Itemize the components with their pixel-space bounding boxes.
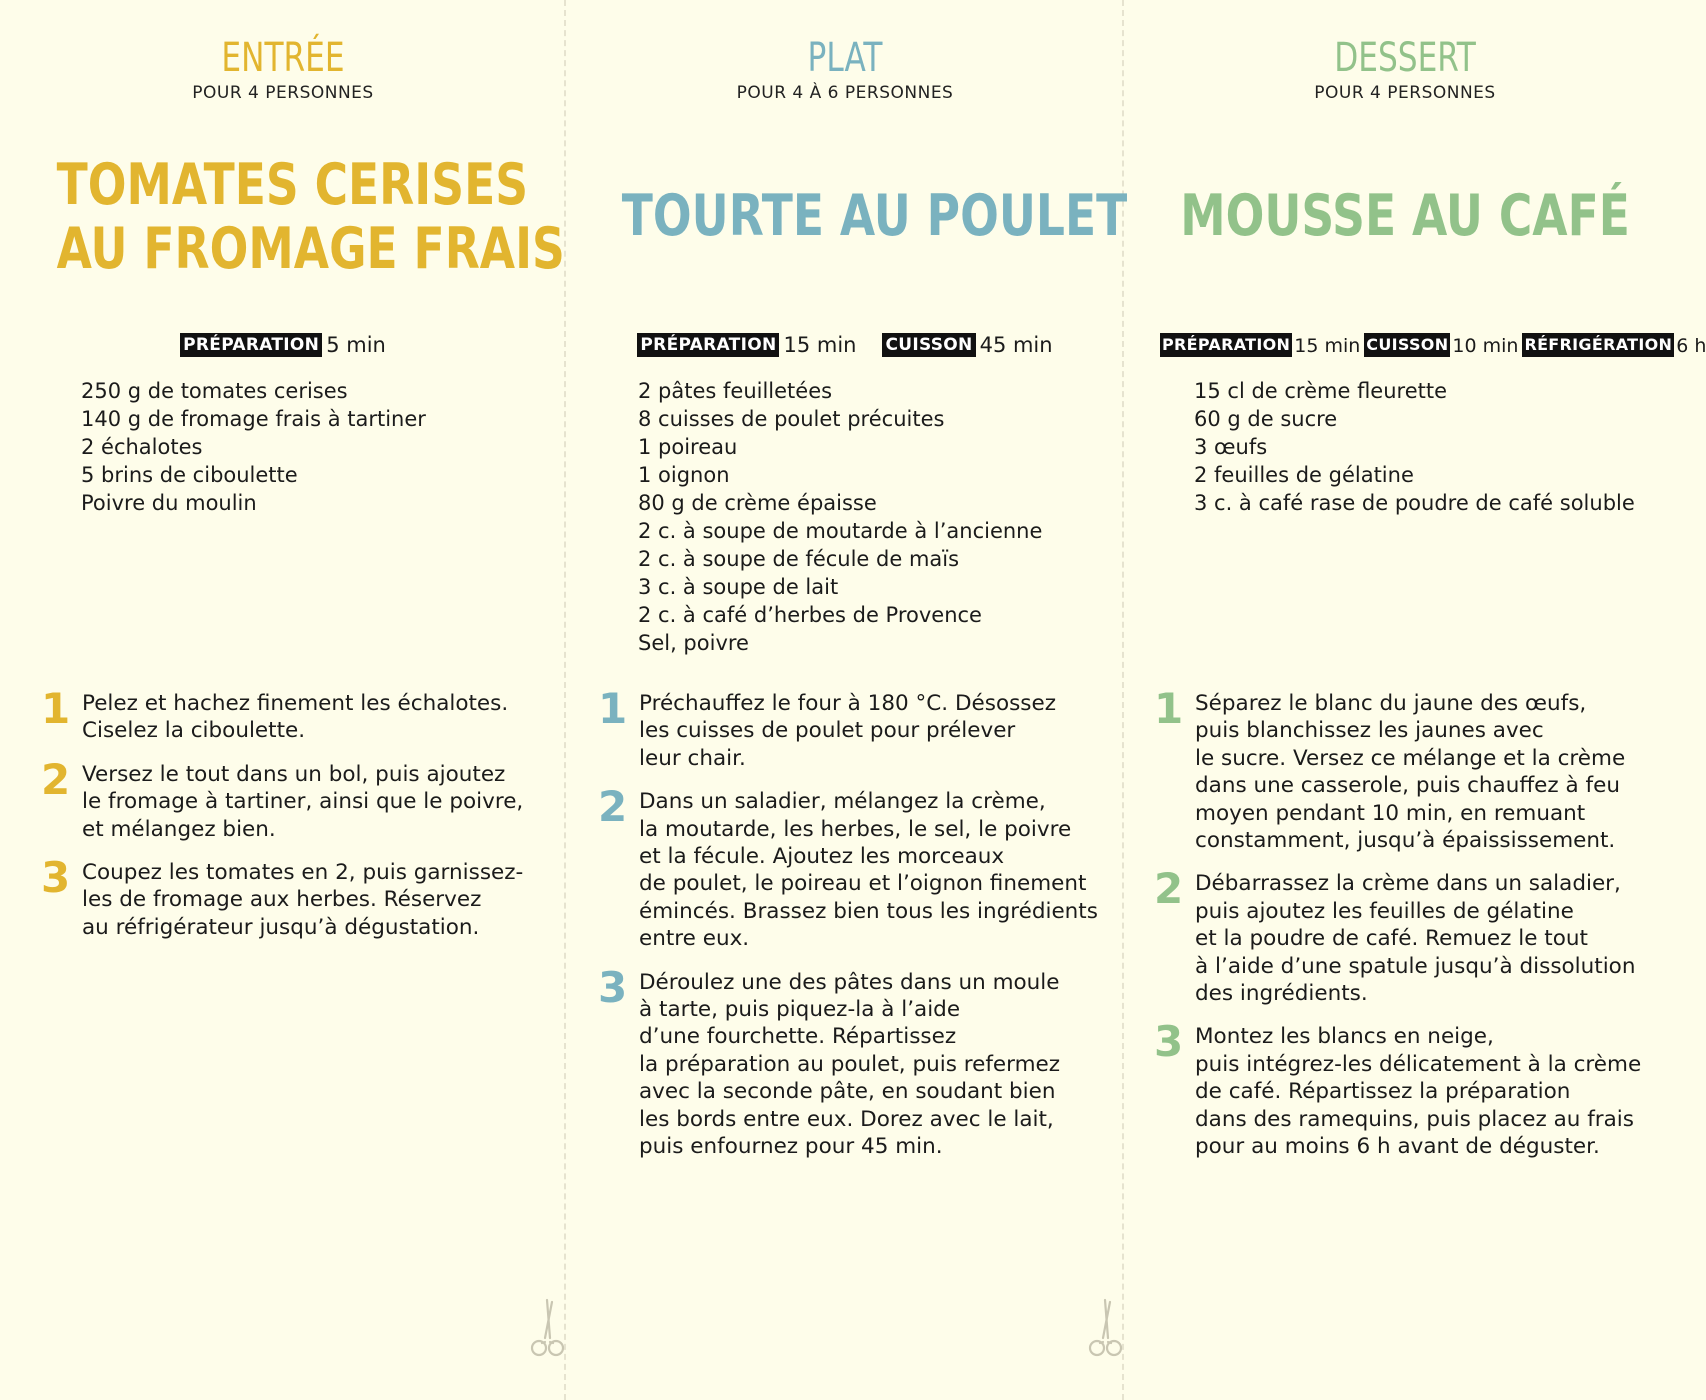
ingredient-item: 2 feuilles de gélatine [1194, 463, 1414, 487]
recipe-title-line: TOURTE AU POULET [621, 183, 1128, 249]
ingredient-list [81, 377, 426, 517]
step-list [41, 684, 524, 957]
recipe-title-line: MOUSSE AU CAFÉ [1180, 183, 1630, 249]
ingredient-item: 1 poireau [638, 435, 738, 459]
recipe-title-line: TOMATES CERISES [56, 152, 529, 218]
step-text: Préchauffez le four à 180 °C. Désossez les cuisses de poulet pour prélever leur chair. [639, 691, 1057, 771]
recipe-card-plat [566, 0, 1128, 1400]
step-item [41, 754, 524, 843]
step-number: 2 [598, 782, 628, 832]
servings-label: POUR 4 PERSONNES [1314, 83, 1496, 103]
category-label: DESSERT [1334, 35, 1476, 81]
step-text: Déroulez une des pâtes dans un moule à tarte, puis piquez-la à l’aide d’une fourchette. Répartissez la préparation au poulet, puis refermez avec la seconde pâte, en soudant bien les bords entre eux. Dorez avec le lait, puis enfournez pour 45 min. [639, 969, 1061, 1160]
recipe-title [1124, 184, 1686, 248]
step-number: 1 [41, 684, 71, 733]
recipe-title-line: AU FROMAGE FRAIS [56, 216, 565, 282]
ingredient-item: Sel, poivre [638, 631, 749, 655]
ingredient-item: 2 c. à soupe de moutarde à l’ancienne [638, 519, 1043, 543]
time-value: 10 min [1452, 335, 1519, 357]
servings-label: POUR 4 PERSONNES [192, 83, 374, 103]
time-info [0, 333, 566, 357]
time-info [566, 333, 1124, 357]
time-label-badge: CUISSON [1364, 333, 1450, 357]
step-number: 1 [1154, 684, 1184, 733]
step-text: Débarrassez la crème dans un saladier, puis ajoutez les feuilles de gélatine et la poudre de café. Remuez le tout à l’aide d’une spatule jusqu’à dissolution des ingrédients. [1195, 871, 1636, 1007]
ingredient-item: 140 g de fromage frais à tartiner [81, 407, 426, 431]
step-number: 3 [1154, 1017, 1184, 1067]
step-number: 3 [598, 962, 628, 1012]
step-item [1154, 864, 1641, 1007]
ingredient-item: 60 g de sucre [1194, 407, 1338, 431]
step-text: Dans un saladier, mélangez la crème, la moutarde, les herbes, le sel, le poivre et la fécule. Ajoutez les morceaux de poulet, le poireau et l’oignon finement émincés. Brassez bien tous les ingrédients entre eux. [639, 789, 1098, 952]
step-number: 2 [1154, 864, 1184, 914]
ingredient-item: 3 c. à soupe de lait [638, 575, 839, 599]
ingredient-item: 1 oignon [638, 463, 730, 487]
step-text: Coupez les tomates en 2, puis garnissez- les de fromage aux herbes. Réservez au réfrigérateur jusqu’à dégustation. [82, 860, 524, 940]
time-label-badge: PRÉPARATION [1160, 333, 1292, 357]
step-item [1154, 684, 1641, 854]
step-text: Séparez le blanc du jaune des œufs, puis blanchissez les jaunes avec le sucre. Versez ce mélange et la crème dans une casserole, puis chauffez à feu moyen pendant 10 min, en remuant constamment, jusqu’à épaississement. [1195, 691, 1626, 854]
time-value: 15 min [783, 333, 857, 357]
recipe-card-dessert [1124, 0, 1706, 1400]
time-value: 5 min [326, 333, 386, 357]
step-text: Versez le tout dans un bol, puis ajoutez le fromage à tartiner, ainsi que le poivre, et mélangez bien. [82, 761, 524, 842]
ingredient-item: 2 pâtes feuilletées [638, 379, 833, 403]
step-list [1154, 684, 1642, 1177]
ingredient-item: 2 échalotes [81, 435, 203, 459]
ingredient-item: 8 cuisses de poulet précuites [638, 407, 945, 431]
category-label: PLAT [807, 35, 883, 81]
step-number: 1 [598, 684, 628, 733]
ingredient-item: 2 c. à soupe de fécule de maïs [638, 547, 960, 571]
recipe-title [0, 153, 566, 281]
step-text: Montez les blancs en neige, puis intégrez-les délicatement à la crème de café. Répartissez la préparation dans des ramequins, puis placez au frais pour au moins 6 h avant de déguster. [1195, 1024, 1642, 1160]
category-label: ENTRÉE [221, 35, 345, 81]
ingredient-item: 2 c. à café d’herbes de Provence [638, 603, 982, 627]
recipe-title [566, 183, 1128, 249]
step-item [598, 782, 1098, 952]
scissors-icon [528, 1298, 566, 1360]
step-number: 3 [41, 853, 71, 903]
time-value: 6 h [1676, 335, 1706, 357]
recipe-card-entree [0, 0, 566, 1400]
ingredient-item: Poivre du moulin [81, 491, 257, 515]
scissors-icon [1086, 1298, 1124, 1360]
step-item [598, 684, 1098, 772]
servings-label: POUR 4 À 6 PERSONNES [736, 83, 954, 103]
time-label-badge: PRÉPARATION [637, 333, 779, 357]
ingredient-item: 250 g de tomates cerises [81, 379, 348, 403]
ingredient-item: 80 g de crème épaisse [638, 491, 877, 515]
time-value: 15 min [1294, 335, 1361, 357]
step-list [598, 684, 1098, 1177]
ingredient-item: 3 œufs [1194, 435, 1268, 459]
time-info [1160, 333, 1706, 357]
step-item [598, 962, 1098, 1161]
ingredient-list [638, 377, 1042, 657]
ingredient-item: 15 cl de crème fleurette [1194, 379, 1448, 403]
ingredient-item: 3 c. à café rase de poudre de café soluble [1194, 491, 1635, 515]
step-number: 2 [41, 754, 71, 804]
step-item [41, 684, 523, 745]
ingredient-item: 5 brins de ciboulette [81, 463, 298, 487]
step-text: Pelez et hachez finement les échalotes. Ciselez la ciboulette. [82, 691, 509, 744]
step-item [1154, 1017, 1642, 1160]
time-label-badge: PRÉPARATION [180, 333, 322, 357]
step-item [41, 853, 524, 941]
time-label-badge: CUISSON [882, 333, 975, 357]
time-value: 45 min [979, 333, 1053, 357]
ingredient-list [1194, 377, 1635, 517]
time-label-badge: RÉFRIGÉRATION [1522, 333, 1674, 357]
